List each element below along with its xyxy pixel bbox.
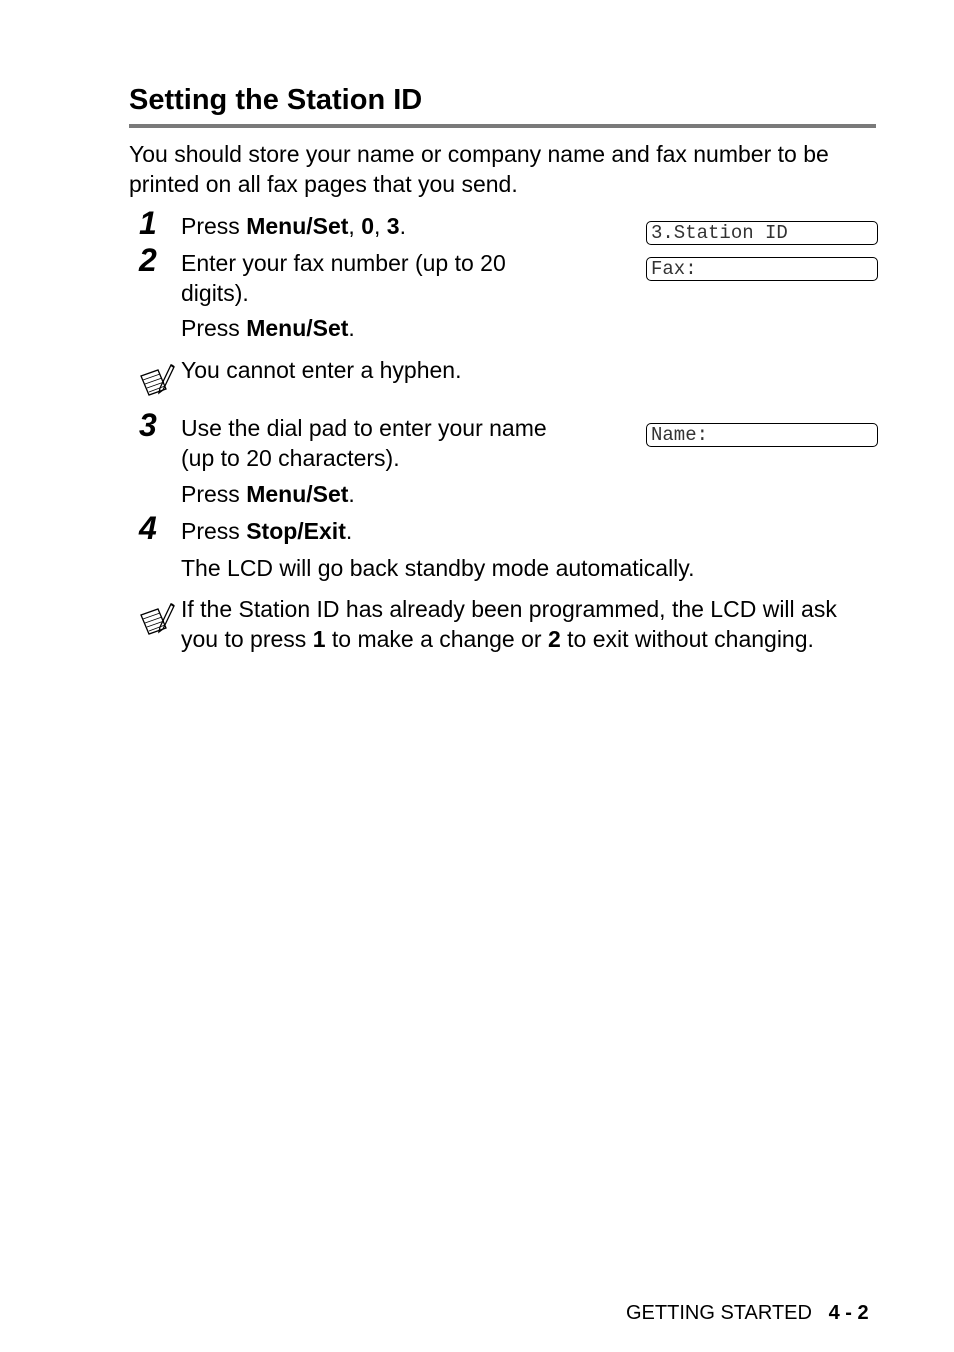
intro-line-1: You should store your name or company name and fax number to be <box>129 141 829 167</box>
step-3-line-2: (up to 20 characters). <box>181 445 400 471</box>
step-3-line-1: Use the dial pad to enter your name <box>181 415 547 441</box>
note-1-text: You cannot enter a hyphen. <box>181 357 462 383</box>
note-2-line-1: If the Station ID has already been programmed, the LCD will ask <box>181 596 837 622</box>
lcd-name: Name: <box>646 423 878 447</box>
step-2-line-1: Enter your fax number (up to 20 <box>181 250 506 276</box>
step-2-line-2: digits). <box>181 280 249 306</box>
footer-section: GETTING STARTED <box>626 1302 812 1324</box>
page-title: Setting the Station ID <box>129 84 423 116</box>
step-4-press: Press Stop/Exit. <box>181 518 353 544</box>
page-footer <box>626 1299 869 1327</box>
step-3-number: 3 <box>139 407 157 443</box>
note-pencil-icon <box>136 362 176 402</box>
note-pencil-icon <box>136 601 176 641</box>
step-3-press: Press Menu/Set. <box>181 481 355 507</box>
step-2-press: Press Menu/Set. <box>181 315 355 341</box>
step-1-text: Press Menu/Set, 0, 3. <box>181 213 406 239</box>
lcd-station-id: 3.Station ID <box>646 221 878 245</box>
note-2-line-2: you to press 1 to make a change or 2 to exit without changing. <box>181 626 814 652</box>
lcd-fax: Fax: <box>646 257 878 281</box>
footer-page-number: 4 - 2 <box>828 1302 869 1324</box>
intro-line-2: printed on all fax pages that you send. <box>129 171 518 197</box>
step-4-number: 4 <box>139 510 157 546</box>
step-2-number: 2 <box>139 242 157 278</box>
title-rule <box>129 124 876 128</box>
step-1-number: 1 <box>139 205 157 241</box>
step-4-result: The LCD will go back standby mode automatically. <box>181 555 695 581</box>
